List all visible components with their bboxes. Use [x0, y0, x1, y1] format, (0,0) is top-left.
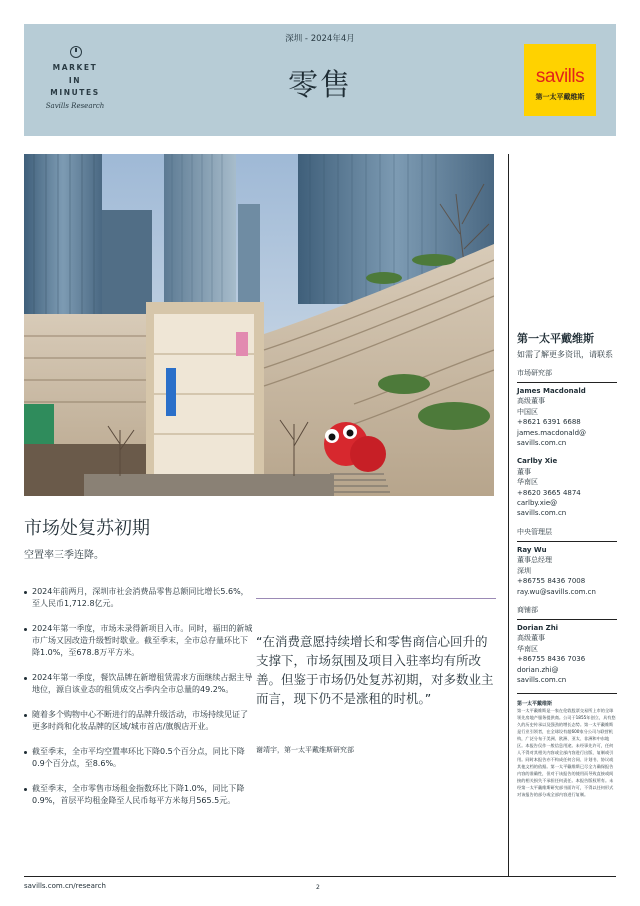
key-points-list — [24, 586, 254, 820]
section-label-management: 中央管理层 — [517, 527, 617, 542]
contact-region: 华南区 — [517, 644, 538, 653]
brand-line-3: MINUTES — [50, 88, 100, 97]
brand-line-1: MARKET — [52, 63, 98, 72]
contact-email-link[interactable]: ray.wu@savills.com.cn — [517, 587, 596, 596]
contact-email-domain[interactable]: savills.com.cn — [517, 675, 567, 684]
contact-phone: +8620 3665 4874 — [517, 488, 581, 497]
article-headline: 市场处复苏初期 — [24, 518, 150, 539]
list-item: 截至季末，全市平均空置率环比下降0.5个百分点，同比下降0.9个百分点，至8.6%。 — [24, 746, 254, 770]
contact-card — [517, 623, 617, 685]
contact-email-domain[interactable]: savills.com.cn — [517, 509, 567, 518]
contact-phone: +86755 8436 7036 — [517, 655, 586, 664]
contact-email-link[interactable]: dorian.zhi@ — [517, 665, 559, 674]
column-divider — [508, 154, 509, 876]
region-date: 深圳 - 2024年4月 — [285, 34, 355, 44]
page-number: 2 — [316, 884, 320, 891]
list-item: 截至季末，全市零售市场租金指数环比下降1.0%，同比下降0.9%，首层平均租金降至人民币每平方米每月565.5元。 — [24, 783, 254, 807]
contact-card — [517, 545, 617, 597]
savills-logo — [524, 44, 596, 116]
list-item: 2024年第一季度，餐饮品牌在新增租赁需求方面继续占据主导地位，源自该业态的租赁成交占季内全市总量的49.2%。 — [24, 672, 254, 696]
quote-divider — [256, 598, 496, 599]
contact-region: 中国区 — [517, 407, 538, 416]
logo-wordmark: savills — [535, 66, 585, 87]
contact-phone: +8621 6391 6688 — [517, 418, 581, 427]
brand-line-2: IN — [68, 75, 82, 85]
contact-name: James Macdonald — [517, 387, 586, 395]
clock-icon — [70, 46, 82, 58]
sidebar-title: 第一太平戴维斯 — [517, 332, 594, 345]
page-title: 零售 — [288, 68, 352, 103]
pull-quote: “在消费意愿持续增长和零售商信心回升的支撑下，市场氛围及项目入驻率均有所改善。但鉴于市场仍处复苏初期，对多数业主而言，现下仍不是涨租的时机。” — [256, 634, 494, 706]
contact-role: 董事总经理 — [517, 556, 552, 565]
footer-link[interactable]: savills.com.cn/research — [24, 882, 106, 890]
contact-name: Ray Wu — [517, 545, 547, 554]
contact-phone: +86755 8436 7008 — [517, 577, 586, 586]
brand-subtitle: Savills Research — [45, 102, 105, 110]
contact-name: Carlby Xie — [517, 457, 558, 466]
mall-exterior-photo — [24, 154, 494, 496]
list-item: 2024年第一季度，市场未录得新项目入市。同时，福田的新城市广场又因改造升级暂时歇业。截至季末，全市总存量环比下降1.0%，至678.8万平方米。 — [24, 623, 254, 659]
contact-region: 华南区 — [517, 478, 538, 487]
disclaimer-text: 第一太平戴维斯是一家在伦敦股票交易所上市的全球领先房地产服务提供商。公司于1855年创立，具有悠久的历史传承以及强劲的增长态势。第一太平戴维斯是行业引领者，在全球设有超600家分公司与联营机构，广泛分布于美洲、欧洲、亚太、非洲和中东地区。本报告仅作一般信息用途。未经事先许可，任何人不得对其相关内容或全部内容进行出版、复制或引用。同时本报告亦不构成任何合同、计划书、协议或其他文档的依据。第一太平戴维斯已尽全力确保报告内容的准确性，但对于该报告的使用而导致直接或间接的相关损失不承担任何责任。本报告版权所有。未经第一太平戴维斯研究部书面许可，不得以任何形式对该报告的部分或全部内容进行复制。 — [517, 708, 616, 798]
list-item: 2024年前两月，深圳市社会消费品零售总额同比增长5.6%，至人民币1,712.8亿元。 — [24, 586, 254, 610]
contact-email-domain[interactable]: savills.com.cn — [517, 439, 567, 448]
contacts-sidebar — [517, 330, 617, 798]
section-label-retail: 商铺部 — [517, 605, 617, 620]
quote-attribution: 谢靖宇，第一太平戴维斯研究部 — [256, 746, 354, 754]
contact-region: 深圳 — [517, 566, 531, 575]
contact-role: 高级董事 — [517, 634, 545, 643]
contact-card — [517, 386, 617, 448]
disclaimer-title: 第一太平戴维斯 — [517, 693, 617, 707]
section-label-research: 市场研究部 — [517, 368, 617, 383]
contact-email-link[interactable]: carlby.xie@ — [517, 499, 558, 508]
article-subhead: 空置率三季连降。 — [24, 550, 104, 561]
contact-role: 董事 — [517, 467, 531, 476]
contact-role: 高级董事 — [517, 397, 545, 406]
sidebar-cta: 如需了解更多资讯，请联系 — [517, 350, 613, 359]
footer-divider — [24, 876, 616, 877]
contact-name: Dorian Zhi — [517, 623, 559, 632]
logo-chinese-name: 第一太平戴维斯 — [535, 93, 585, 101]
contact-card — [517, 456, 617, 518]
contact-email-link[interactable]: james.macdonald@ — [517, 428, 587, 437]
list-item: 随着多个购物中心不断进行的品牌升级活动，市场持续见证了更多时尚和化妆品牌的区域/城市首店/旗舰店开业。 — [24, 709, 254, 733]
